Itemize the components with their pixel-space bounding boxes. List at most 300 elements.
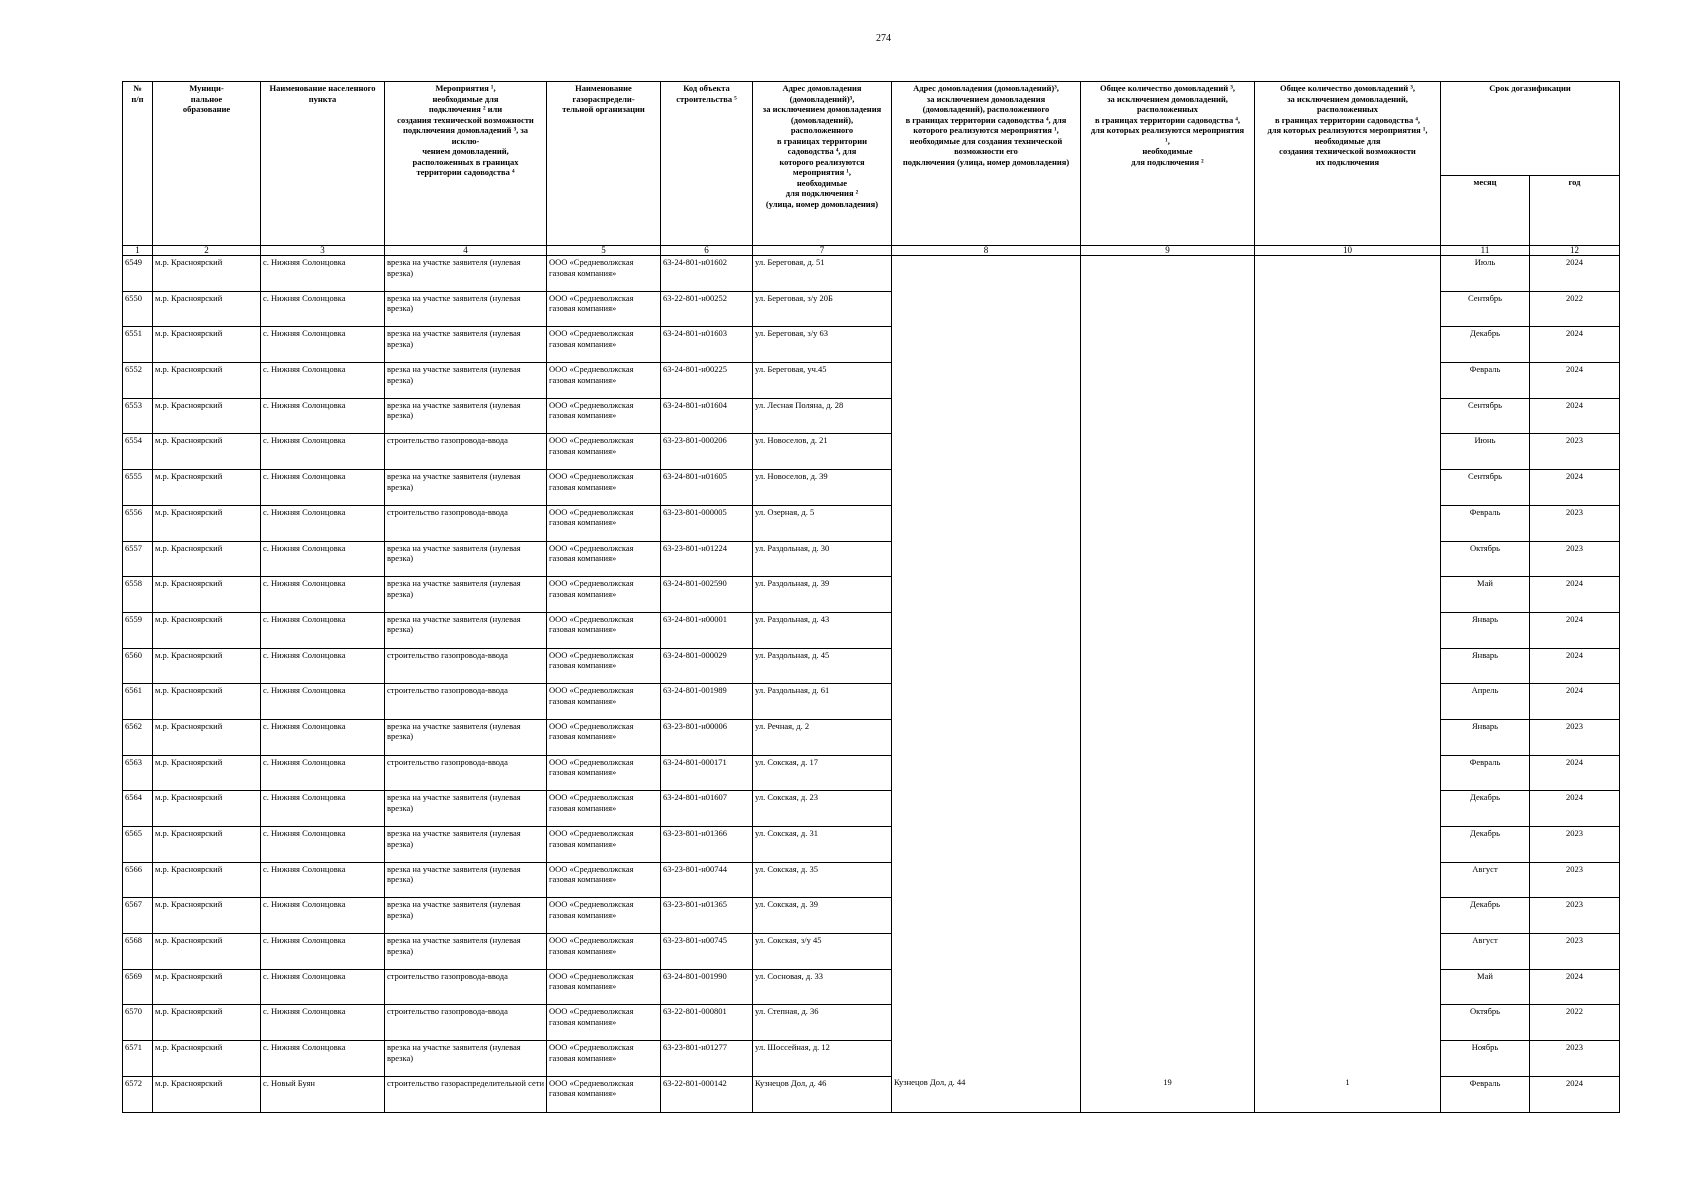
- row-year: 2024: [1530, 791, 1620, 827]
- row-event: врезка на участке заявителя (нулевая врезка): [385, 791, 547, 827]
- row-count-connection: [1081, 719, 1255, 755]
- header-month: месяц: [1441, 176, 1530, 246]
- row-object-code: 63-24-801-000029: [661, 648, 753, 684]
- row-number: 6558: [123, 577, 153, 613]
- row-settlement: с. Нижняя Солонцовка: [261, 862, 385, 898]
- row-address: ул. Лесная Поляна, д. 28: [753, 398, 892, 434]
- row-event: врезка на участке заявителя (нулевая врезка): [385, 577, 547, 613]
- table-row: [123, 577, 1620, 613]
- header-row: [123, 82, 1620, 176]
- row-event: врезка на участке заявителя (нулевая врезка): [385, 398, 547, 434]
- row-object-code: 63-23-801-н01224: [661, 541, 753, 577]
- row-address: ул. Раздольная, д. 43: [753, 612, 892, 648]
- row-count-connection: [1081, 363, 1255, 399]
- row-address-capability: [892, 934, 1081, 970]
- row-count-capability: [1255, 862, 1441, 898]
- row-organization: ООО «Средневолжская газовая компания»: [547, 1041, 661, 1077]
- table-row: [123, 505, 1620, 541]
- row-number: 6562: [123, 719, 153, 755]
- row-address: ул. Сокская, з/у 45: [753, 934, 892, 970]
- header-deadline: Срок догазификации: [1441, 82, 1620, 176]
- row-municipality: м.р. Красноярский: [153, 541, 261, 577]
- row-event: врезка на участке заявителя (нулевая врезка): [385, 470, 547, 506]
- row-number: 6559: [123, 612, 153, 648]
- row-organization: ООО «Средневолжская газовая компания»: [547, 934, 661, 970]
- row-address: ул. Новоселов, д. 21: [753, 434, 892, 470]
- row-year: 2024: [1530, 398, 1620, 434]
- row-count-capability: [1255, 327, 1441, 363]
- row-municipality: м.р. Красноярский: [153, 1005, 261, 1041]
- row-event: врезка на участке заявителя (нулевая врезка): [385, 719, 547, 755]
- row-year: 2024: [1530, 327, 1620, 363]
- row-object-code: 63-24-801-н00225: [661, 363, 753, 399]
- row-municipality: м.р. Красноярский: [153, 577, 261, 613]
- row-count-capability: [1255, 291, 1441, 327]
- row-municipality: м.р. Красноярский: [153, 934, 261, 970]
- row-address: ул. Шоссейная, д. 12: [753, 1041, 892, 1077]
- row-address-capability: [892, 969, 1081, 1005]
- row-count-connection: [1081, 827, 1255, 863]
- row-address-capability: Кузнецов Дол, д. 44: [892, 1076, 1081, 1112]
- row-event: врезка на участке заявителя (нулевая врезка): [385, 327, 547, 363]
- row-event: строительство газопровода-ввода: [385, 434, 547, 470]
- row-event: врезка на участке заявителя (нулевая врезка): [385, 827, 547, 863]
- table-row: [123, 684, 1620, 720]
- row-event: врезка на участке заявителя (нулевая врезка): [385, 862, 547, 898]
- row-count-capability: [1255, 934, 1441, 970]
- row-count-capability: [1255, 434, 1441, 470]
- row-number: 6549: [123, 256, 153, 292]
- row-count-connection: [1081, 934, 1255, 970]
- row-settlement: с. Новый Буян: [261, 1076, 385, 1112]
- row-month: Ноябрь: [1441, 1041, 1530, 1077]
- row-event: врезка на участке заявителя (нулевая врезка): [385, 363, 547, 399]
- table-row: [123, 291, 1620, 327]
- row-settlement: с. Нижняя Солонцовка: [261, 363, 385, 399]
- row-count-capability: [1255, 577, 1441, 613]
- row-event: строительство газопровода-ввода: [385, 1005, 547, 1041]
- row-year: 2022: [1530, 291, 1620, 327]
- row-object-code: 63-24-801-н01607: [661, 791, 753, 827]
- row-address-capability: [892, 470, 1081, 506]
- row-address: ул. Береговая, уч.45: [753, 363, 892, 399]
- column-index: 6: [661, 246, 753, 256]
- row-municipality: м.р. Красноярский: [153, 434, 261, 470]
- row-month: Сентябрь: [1441, 291, 1530, 327]
- row-organization: ООО «Средневолжская газовая компания»: [547, 1005, 661, 1041]
- row-number: 6571: [123, 1041, 153, 1077]
- row-number: 6567: [123, 898, 153, 934]
- row-object-code: 63-23-801-н01366: [661, 827, 753, 863]
- row-organization: ООО «Средневолжская газовая компания»: [547, 791, 661, 827]
- table-row: [123, 363, 1620, 399]
- row-municipality: м.р. Красноярский: [153, 470, 261, 506]
- row-settlement: с. Нижняя Солонцовка: [261, 719, 385, 755]
- table-row: [123, 648, 1620, 684]
- row-settlement: с. Нижняя Солонцовка: [261, 898, 385, 934]
- row-settlement: с. Нижняя Солонцовка: [261, 291, 385, 327]
- row-month: Декабрь: [1441, 327, 1530, 363]
- header-object-code: Код объекта строительства ⁵: [661, 82, 753, 246]
- row-count-connection: [1081, 1041, 1255, 1077]
- row-organization: ООО «Средневолжская газовая компания»: [547, 755, 661, 791]
- row-month: Октябрь: [1441, 541, 1530, 577]
- row-municipality: м.р. Красноярский: [153, 363, 261, 399]
- row-object-code: 63-24-801-н01602: [661, 256, 753, 292]
- row-municipality: м.р. Красноярский: [153, 256, 261, 292]
- row-address-capability: [892, 612, 1081, 648]
- column-index: 11: [1441, 246, 1530, 256]
- row-count-capability: [1255, 470, 1441, 506]
- row-municipality: м.р. Красноярский: [153, 719, 261, 755]
- row-count-capability: [1255, 363, 1441, 399]
- header-address-connection: Адрес домовладения (домовладений)³, за исключением домовладения (домовладений), расположенного в границах территории садоводства ⁴, для которого реализуются мероприятия ¹, необходимые для подключения ² (улица, номер домовладения): [753, 82, 892, 246]
- row-address-capability: [892, 291, 1081, 327]
- table-row: [123, 541, 1620, 577]
- row-object-code: 63-24-801-н00001: [661, 612, 753, 648]
- row-year: 2024: [1530, 363, 1620, 399]
- row-address-capability: [892, 719, 1081, 755]
- row-address-capability: [892, 1041, 1081, 1077]
- table-row: [123, 1076, 1620, 1112]
- row-organization: ООО «Средневолжская газовая компания»: [547, 505, 661, 541]
- row-municipality: м.р. Красноярский: [153, 969, 261, 1005]
- row-organization: ООО «Средневолжская газовая компания»: [547, 541, 661, 577]
- row-count-connection: [1081, 291, 1255, 327]
- row-settlement: с. Нижняя Солонцовка: [261, 684, 385, 720]
- row-year: 2024: [1530, 684, 1620, 720]
- row-year: 2023: [1530, 827, 1620, 863]
- row-count-connection: [1081, 862, 1255, 898]
- row-address-capability: [892, 1005, 1081, 1041]
- row-count-connection: [1081, 327, 1255, 363]
- table-row: [123, 934, 1620, 970]
- row-event: врезка на участке заявителя (нулевая врезка): [385, 291, 547, 327]
- row-organization: ООО «Средневолжская газовая компания»: [547, 969, 661, 1005]
- row-number: 6552: [123, 363, 153, 399]
- row-month: Август: [1441, 934, 1530, 970]
- row-object-code: 63-23-801-н00745: [661, 934, 753, 970]
- row-address: ул. Береговая, д. 51: [753, 256, 892, 292]
- row-month: Июль: [1441, 256, 1530, 292]
- column-index: 12: [1530, 246, 1620, 256]
- row-address-capability: [892, 327, 1081, 363]
- row-number: 6556: [123, 505, 153, 541]
- row-object-code: 63-22-801-000142: [661, 1076, 753, 1112]
- row-count-capability: [1255, 541, 1441, 577]
- row-count-connection: [1081, 898, 1255, 934]
- row-municipality: м.р. Красноярский: [153, 398, 261, 434]
- row-organization: ООО «Средневолжская газовая компания»: [547, 612, 661, 648]
- row-count-capability: [1255, 969, 1441, 1005]
- row-year: 2023: [1530, 898, 1620, 934]
- row-municipality: м.р. Красноярский: [153, 755, 261, 791]
- row-number: 6553: [123, 398, 153, 434]
- row-year: 2023: [1530, 434, 1620, 470]
- row-year: 2023: [1530, 719, 1620, 755]
- row-organization: ООО «Средневолжская газовая компания»: [547, 291, 661, 327]
- row-settlement: с. Нижняя Солонцовка: [261, 827, 385, 863]
- row-address-capability: [892, 256, 1081, 292]
- row-organization: ООО «Средневолжская газовая компания»: [547, 363, 661, 399]
- table-row: [123, 1041, 1620, 1077]
- row-count-connection: [1081, 684, 1255, 720]
- row-year: 2023: [1530, 934, 1620, 970]
- row-organization: ООО «Средневолжская газовая компания»: [547, 398, 661, 434]
- row-address: Кузнецов Дол, д. 46: [753, 1076, 892, 1112]
- row-number: 6569: [123, 969, 153, 1005]
- row-address: ул. Озерная, д. 5: [753, 505, 892, 541]
- row-count-capability: [1255, 719, 1441, 755]
- row-number: 6563: [123, 755, 153, 791]
- row-event: врезка на участке заявителя (нулевая врезка): [385, 898, 547, 934]
- row-municipality: м.р. Красноярский: [153, 291, 261, 327]
- row-month: Октябрь: [1441, 1005, 1530, 1041]
- row-organization: ООО «Средневолжская газовая компания»: [547, 719, 661, 755]
- row-settlement: с. Нижняя Солонцовка: [261, 398, 385, 434]
- header-events: Мероприятия ¹, необходимые для подключения ² или создания технической возможности подключения домовладений ³, за исклю- чением домовладений, расположенных в границах территории садоводства ⁴: [385, 82, 547, 246]
- row-organization: ООО «Средневолжская газовая компания»: [547, 684, 661, 720]
- row-address: ул. Новоселов, д. 39: [753, 470, 892, 506]
- table-row: [123, 1005, 1620, 1041]
- row-address: ул. Сокская, д. 23: [753, 791, 892, 827]
- row-count-capability: [1255, 755, 1441, 791]
- table-row: [123, 898, 1620, 934]
- row-event: строительство газораспределительной сети: [385, 1076, 547, 1112]
- row-count-capability: [1255, 398, 1441, 434]
- row-settlement: с. Нижняя Солонцовка: [261, 505, 385, 541]
- row-month: Февраль: [1441, 363, 1530, 399]
- column-index: 3: [261, 246, 385, 256]
- row-month: Январь: [1441, 719, 1530, 755]
- row-month: Декабрь: [1441, 827, 1530, 863]
- row-month: Февраль: [1441, 755, 1530, 791]
- row-event: строительство газопровода-ввода: [385, 969, 547, 1005]
- header-municipality: Муници- пальное образование: [153, 82, 261, 246]
- header-number: № п/п: [123, 82, 153, 246]
- row-count-capability: [1255, 1005, 1441, 1041]
- row-address-capability: [892, 898, 1081, 934]
- table-row: [123, 612, 1620, 648]
- row-address: ул. Раздольная, д. 39: [753, 577, 892, 613]
- row-event: врезка на участке заявителя (нулевая врезка): [385, 1041, 547, 1077]
- row-address-capability: [892, 505, 1081, 541]
- row-settlement: с. Нижняя Солонцовка: [261, 791, 385, 827]
- row-month: Май: [1441, 969, 1530, 1005]
- header-settlement: Наименование населенного пункта: [261, 82, 385, 246]
- row-object-code: 63-23-801-н01277: [661, 1041, 753, 1077]
- gasification-table: [122, 81, 1620, 1113]
- row-count-capability: [1255, 791, 1441, 827]
- row-number: 6557: [123, 541, 153, 577]
- row-object-code: 63-23-801-н01365: [661, 898, 753, 934]
- row-count-connection: [1081, 1005, 1255, 1041]
- row-settlement: с. Нижняя Солонцовка: [261, 541, 385, 577]
- row-count-connection: [1081, 505, 1255, 541]
- page-number: 274: [876, 33, 891, 44]
- column-index: 7: [753, 246, 892, 256]
- row-settlement: с. Нижняя Солонцовка: [261, 648, 385, 684]
- row-address: ул. Сокская, д. 31: [753, 827, 892, 863]
- row-address-capability: [892, 363, 1081, 399]
- row-count-connection: [1081, 577, 1255, 613]
- header-organization: Наименование газораспредели- тельной организации: [547, 82, 661, 246]
- row-count-capability: [1255, 898, 1441, 934]
- row-year: 2023: [1530, 1041, 1620, 1077]
- row-settlement: с. Нижняя Солонцовка: [261, 470, 385, 506]
- row-count-connection: [1081, 470, 1255, 506]
- row-address-capability: [892, 541, 1081, 577]
- table-row: [123, 755, 1620, 791]
- row-object-code: 63-23-801-н00744: [661, 862, 753, 898]
- row-month: Февраль: [1441, 1076, 1530, 1112]
- header-year: год: [1530, 176, 1620, 246]
- row-count-connection: [1081, 755, 1255, 791]
- row-settlement: с. Нижняя Солонцовка: [261, 1041, 385, 1077]
- row-count-connection: [1081, 612, 1255, 648]
- header-address-capability: Адрес домовладения (домовладений)³, за исключением домовладения (домовладений), расположенного в границах территории садоводства ⁴, для которого реализуются мероприятия ¹, необходимые для создания технической возможности его подключения (улица, номер домовладения): [892, 82, 1081, 246]
- row-address: ул. Раздольная, д. 45: [753, 648, 892, 684]
- row-year: 2024: [1530, 755, 1620, 791]
- row-count-connection: [1081, 434, 1255, 470]
- row-month: Декабрь: [1441, 898, 1530, 934]
- row-address-capability: [892, 434, 1081, 470]
- row-municipality: м.р. Красноярский: [153, 612, 261, 648]
- row-municipality: м.р. Красноярский: [153, 505, 261, 541]
- row-municipality: м.р. Красноярский: [153, 898, 261, 934]
- row-count-connection: [1081, 648, 1255, 684]
- row-count-connection: [1081, 541, 1255, 577]
- row-number: 6568: [123, 934, 153, 970]
- row-year: 2024: [1530, 1076, 1620, 1112]
- row-number: 6555: [123, 470, 153, 506]
- row-municipality: м.р. Красноярский: [153, 1041, 261, 1077]
- row-event: врезка на участке заявителя (нулевая врезка): [385, 612, 547, 648]
- row-number: 6572: [123, 1076, 153, 1112]
- row-event: строительство газопровода-ввода: [385, 505, 547, 541]
- row-year: 2023: [1530, 862, 1620, 898]
- row-address: ул. Степная, д. 36: [753, 1005, 892, 1041]
- row-number: 6565: [123, 827, 153, 863]
- row-address-capability: [892, 577, 1081, 613]
- row-year: 2023: [1530, 505, 1620, 541]
- row-municipality: м.р. Красноярский: [153, 1076, 261, 1112]
- row-municipality: м.р. Красноярский: [153, 862, 261, 898]
- row-settlement: с. Нижняя Солонцовка: [261, 434, 385, 470]
- row-event: врезка на участке заявителя (нулевая врезка): [385, 541, 547, 577]
- row-object-code: 63-22-801-000801: [661, 1005, 753, 1041]
- row-number: 6561: [123, 684, 153, 720]
- row-address-capability: [892, 791, 1081, 827]
- row-address-capability: [892, 648, 1081, 684]
- header-count-capability: Общее количество домовладений ³, за исключением домовладений, расположенных в границах территории садоводства ⁴, для которых реализуются мероприятия ¹, необходимые для создания технической возможности их подключения: [1255, 82, 1441, 246]
- table-row: [123, 969, 1620, 1005]
- row-municipality: м.р. Красноярский: [153, 791, 261, 827]
- row-address-capability: [892, 827, 1081, 863]
- row-count-connection: [1081, 398, 1255, 434]
- row-address-capability: [892, 684, 1081, 720]
- row-organization: ООО «Средневолжская газовая компания»: [547, 1076, 661, 1112]
- column-index: 1: [123, 246, 153, 256]
- row-count-capability: [1255, 612, 1441, 648]
- row-address: ул. Береговая, з/у 63: [753, 327, 892, 363]
- row-address: ул. Раздольная, д. 61: [753, 684, 892, 720]
- row-address: ул. Сокская, д. 17: [753, 755, 892, 791]
- row-address: ул. Раздольная, д. 30: [753, 541, 892, 577]
- row-event: врезка на участке заявителя (нулевая врезка): [385, 256, 547, 292]
- row-year: 2024: [1530, 612, 1620, 648]
- row-organization: ООО «Средневолжская газовая компания»: [547, 327, 661, 363]
- row-settlement: с. Нижняя Солонцовка: [261, 327, 385, 363]
- row-municipality: м.р. Красноярский: [153, 684, 261, 720]
- table-body: [123, 256, 1620, 1113]
- row-count-connection: [1081, 969, 1255, 1005]
- row-object-code: 63-24-801-н01604: [661, 398, 753, 434]
- row-organization: ООО «Средневолжская газовая компания»: [547, 898, 661, 934]
- row-month: Февраль: [1441, 505, 1530, 541]
- row-object-code: 63-24-801-н01603: [661, 327, 753, 363]
- row-object-code: 63-24-801-001990: [661, 969, 753, 1005]
- row-settlement: с. Нижняя Солонцовка: [261, 969, 385, 1005]
- row-address: ул. Речная, д. 2: [753, 719, 892, 755]
- row-address: ул. Сокская, д. 35: [753, 862, 892, 898]
- row-month: Январь: [1441, 648, 1530, 684]
- row-count-capability: [1255, 684, 1441, 720]
- row-organization: ООО «Средневолжская газовая компания»: [547, 470, 661, 506]
- table-row: [123, 327, 1620, 363]
- table-row: [123, 256, 1620, 292]
- row-count-connection: [1081, 791, 1255, 827]
- row-object-code: 63-24-801-н01605: [661, 470, 753, 506]
- row-count-capability: [1255, 256, 1441, 292]
- row-number: 6551: [123, 327, 153, 363]
- column-index: 10: [1255, 246, 1441, 256]
- row-municipality: м.р. Красноярский: [153, 827, 261, 863]
- row-month: Сентябрь: [1441, 470, 1530, 506]
- row-address-capability: [892, 862, 1081, 898]
- row-year: 2024: [1530, 577, 1620, 613]
- column-index: 9: [1081, 246, 1255, 256]
- column-index: 2: [153, 246, 261, 256]
- row-object-code: 63-23-801-000206: [661, 434, 753, 470]
- row-month: Апрель: [1441, 684, 1530, 720]
- table-row: [123, 434, 1620, 470]
- row-organization: ООО «Средневолжская газовая компания»: [547, 862, 661, 898]
- row-event: строительство газопровода-ввода: [385, 755, 547, 791]
- header-count-connection: Общее количество домовладений ³, за исключением домовладений, расположенных в границах территории садоводства ⁴, для которых реализуются мероприятия ¹, необходимые для подключения ²: [1081, 82, 1255, 246]
- row-municipality: м.р. Красноярский: [153, 648, 261, 684]
- row-count-connection: [1081, 256, 1255, 292]
- row-year: 2023: [1530, 541, 1620, 577]
- row-object-code: 63-24-801-002590: [661, 577, 753, 613]
- column-index: 5: [547, 246, 661, 256]
- row-event: строительство газопровода-ввода: [385, 648, 547, 684]
- row-municipality: м.р. Красноярский: [153, 327, 261, 363]
- column-index: 8: [892, 246, 1081, 256]
- row-settlement: с. Нижняя Солонцовка: [261, 755, 385, 791]
- row-number: 6566: [123, 862, 153, 898]
- row-count-capability: [1255, 827, 1441, 863]
- table-row: [123, 398, 1620, 434]
- table-row: [123, 470, 1620, 506]
- column-index: 4: [385, 246, 547, 256]
- row-number: 6550: [123, 291, 153, 327]
- row-organization: ООО «Средневолжская газовая компания»: [547, 256, 661, 292]
- row-object-code: 63-22-801-н00252: [661, 291, 753, 327]
- row-settlement: с. Нижняя Солонцовка: [261, 256, 385, 292]
- row-organization: ООО «Средневолжская газовая компания»: [547, 434, 661, 470]
- row-number: 6560: [123, 648, 153, 684]
